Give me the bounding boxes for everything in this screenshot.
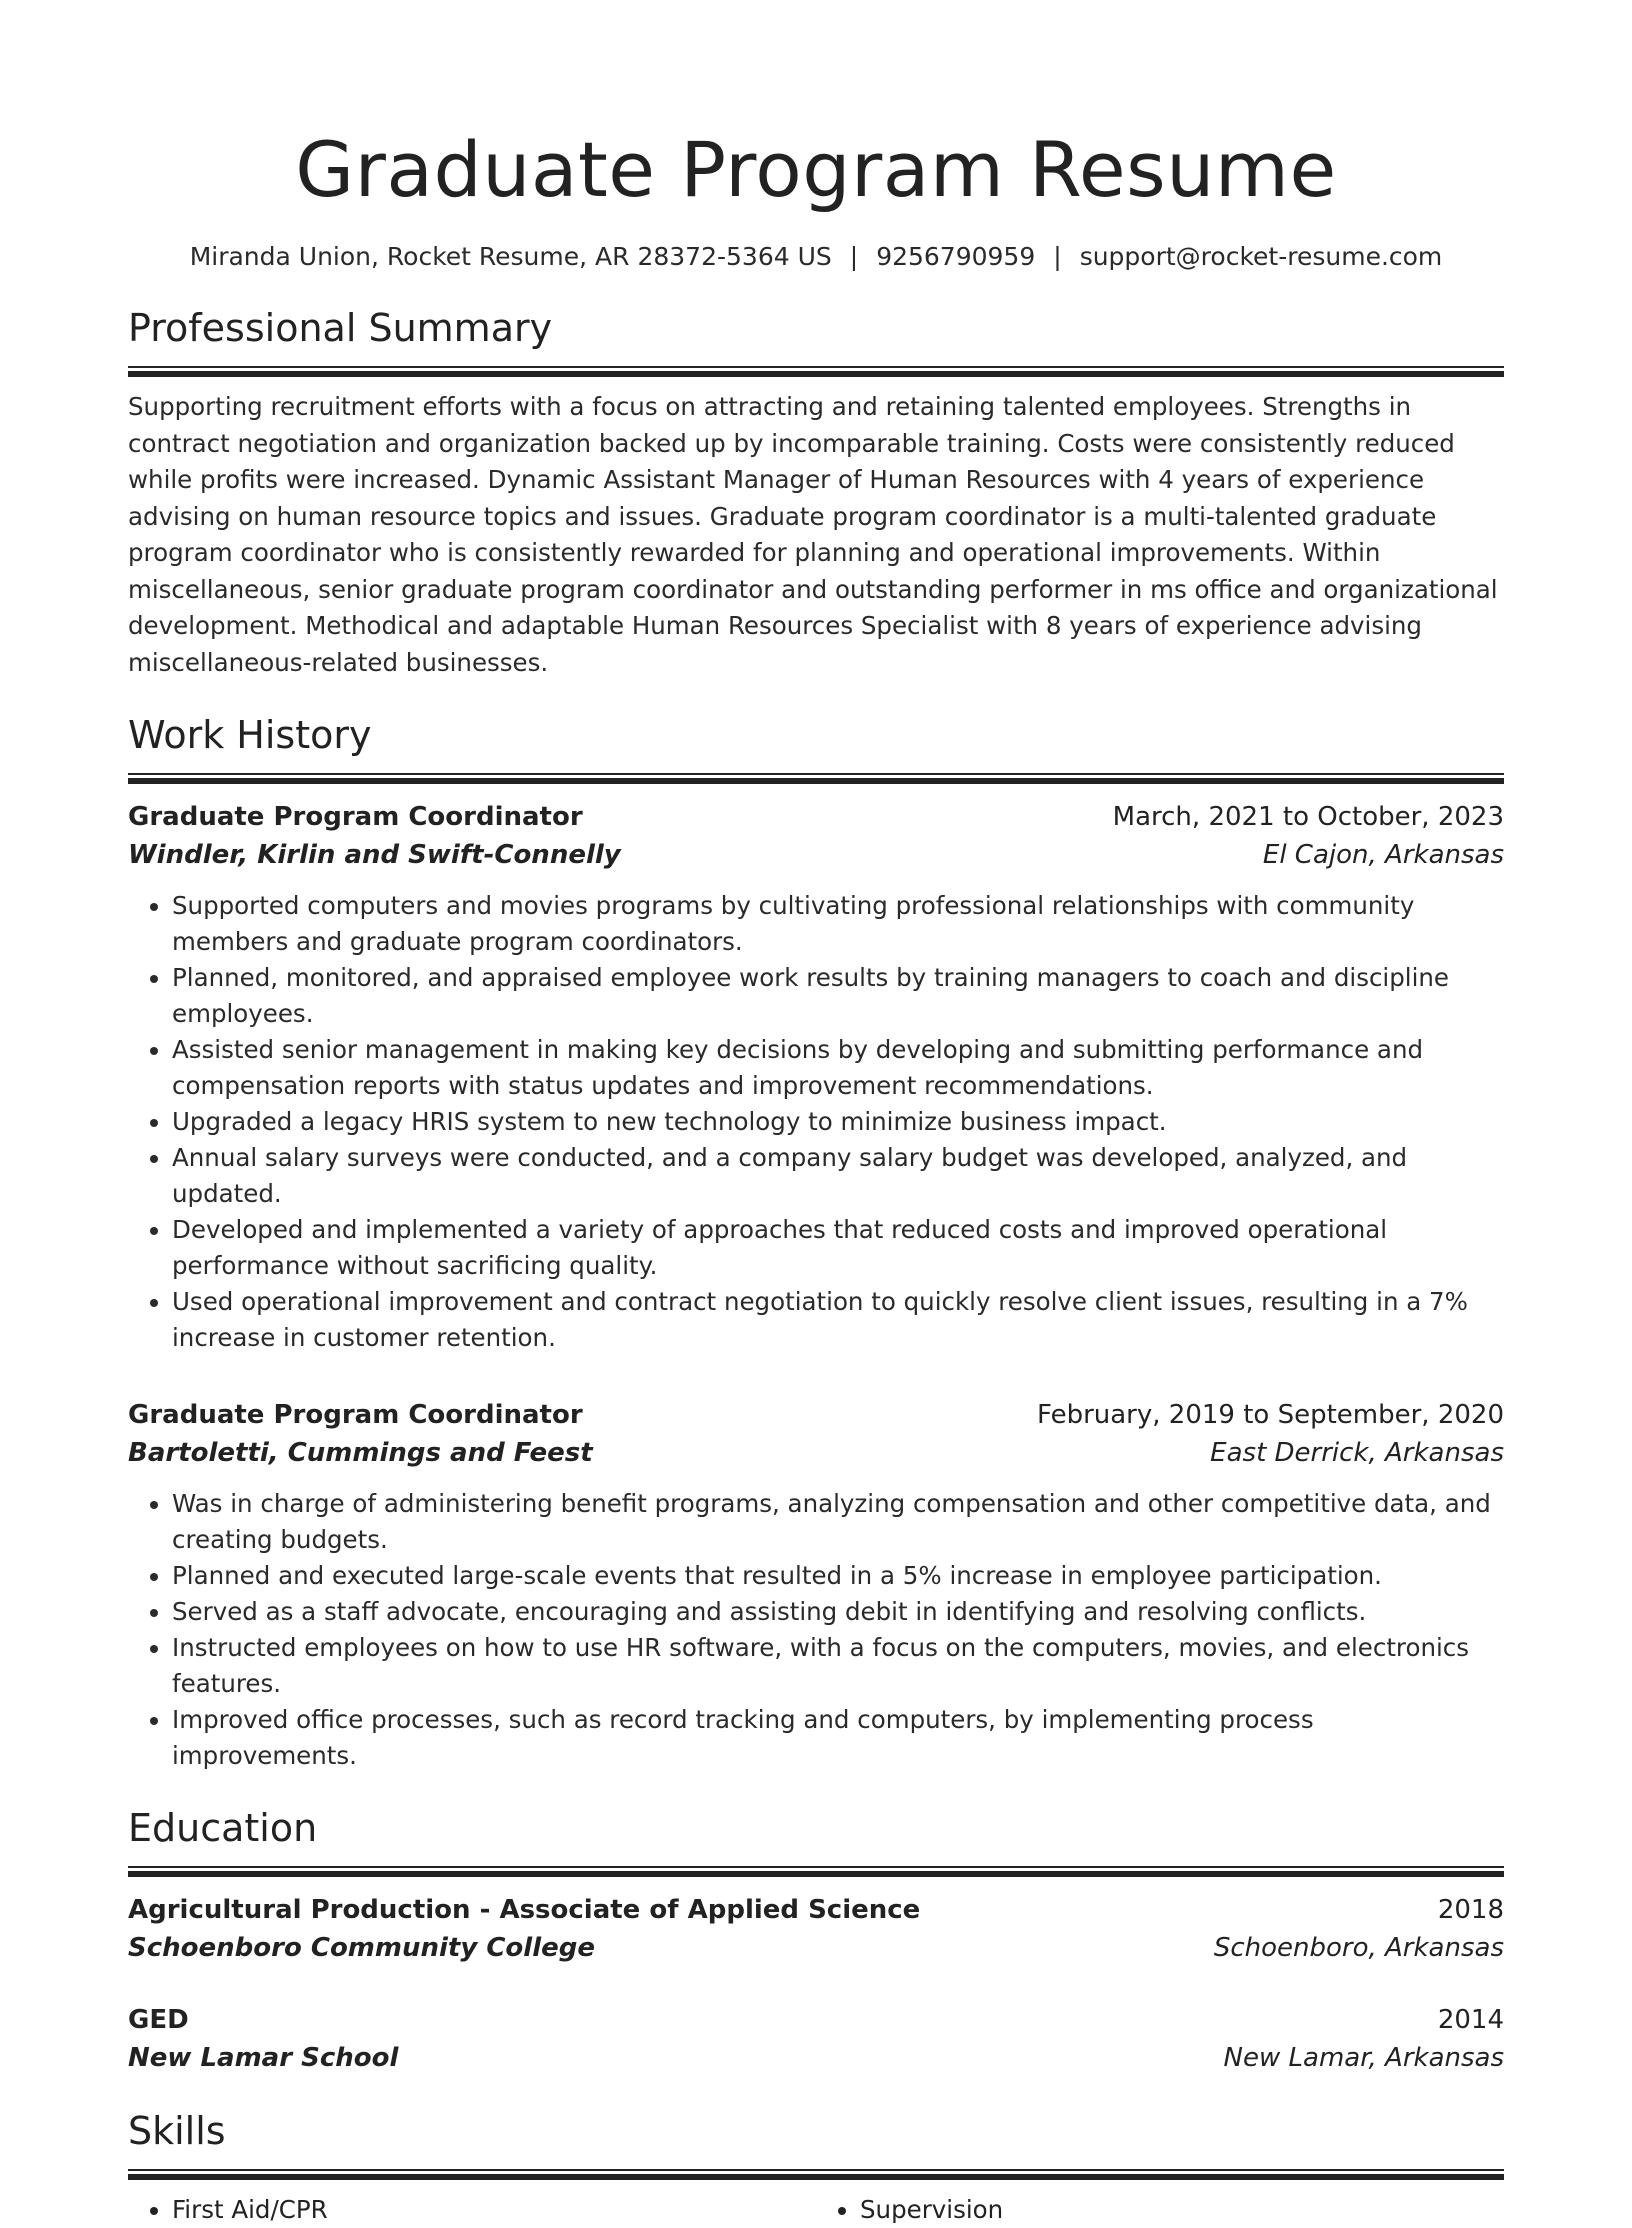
contact-email[interactable]: support@rocket-resume.com: [1079, 242, 1443, 271]
job-dates: February, 2019 to September, 2020: [1037, 1400, 1504, 1430]
job-location: El Cajon, Arkansas: [1262, 840, 1504, 870]
job-bullet: • Annual salary surveys were conducted, and a company salary budget was developed, analyzed, and updated.: [172, 1140, 1504, 1212]
education-heading: Education: [128, 1806, 318, 1850]
job-bullet: • Used operational improvement and contract negotiation to quickly resolve client issues, resulting in a 7% increase in customer retention.: [172, 1284, 1504, 1356]
job-dates: March, 2021 to October, 2023: [1112, 802, 1504, 832]
education-subheader: [128, 2039, 1504, 2077]
job-entry: [128, 798, 1504, 1356]
section-divider: [128, 2169, 1504, 2180]
skills-column-left: [128, 2192, 816, 2228]
education-header: [128, 2001, 1504, 2039]
job-bullet: • Instructed employees on how to use HR software, with a focus on the computers, movies, and electronics features.: [172, 1630, 1504, 1702]
skill-item: • First Aid/CPR: [172, 2192, 816, 2228]
education-degree: GED: [128, 2005, 189, 2035]
education-header: [128, 1891, 1504, 1929]
section-divider: [128, 1866, 1504, 1877]
education-year: 2014: [1437, 2005, 1504, 2035]
contact-phone: 9256790959: [876, 242, 1036, 271]
education-year: 2018: [1437, 1895, 1504, 1925]
education-subheader: [128, 1929, 1504, 1967]
job-bullet: • Upgraded a legacy HRIS system to new technology to minimize business impact.: [172, 1104, 1504, 1140]
job-bullet: • Improved office processes, such as record tracking and computers, by implementing process improvements.: [172, 1702, 1504, 1774]
work-history-heading: Work History: [128, 713, 372, 757]
education-entry: [128, 1891, 1504, 1967]
skills-heading: Skills: [128, 2109, 226, 2153]
job-title: Graduate Program Coordinator: [128, 1400, 583, 1430]
contact-address: Miranda Union, Rocket Resume, AR 28372-5364 US: [189, 242, 832, 271]
education-entry: [128, 2001, 1504, 2077]
job-company: Windler, Kirlin and Swift-Connelly: [128, 840, 621, 870]
education-degree: Agricultural Production - Associate of Applied Science: [128, 1895, 921, 1925]
job-bullet: • Supported computers and movies programs by cultivating professional relationships with community members and graduate program coordinators.: [172, 888, 1504, 960]
job-subheader: [128, 836, 1504, 874]
job-bullet: • Was in charge of administering benefit programs, analyzing compensation and other competitive data, and creating budgets.: [172, 1486, 1504, 1558]
job-title: Graduate Program Coordinator: [128, 802, 583, 832]
resume-title: Graduate Program Resume: [295, 125, 1337, 214]
job-header: [128, 798, 1504, 836]
job-bullet: • Developed and implemented a variety of approaches that reduced costs and improved operational performance without sacrificing quality.: [172, 1212, 1504, 1284]
job-bullet: • Planned, monitored, and appraised employee work results by training managers to coach and discipline employees.: [172, 960, 1504, 1032]
summary-heading: Professional Summary: [128, 306, 553, 350]
job-subheader: [128, 1434, 1504, 1472]
job-bullet: • Served as a staff advocate, encouraging and assisting debit in identifying and resolving conflicts.: [172, 1594, 1504, 1630]
job-bullets: [128, 1486, 1504, 1774]
section-divider: [128, 366, 1504, 377]
contact-line: [128, 240, 1504, 274]
section-divider: [128, 773, 1504, 784]
education-school: New Lamar School: [128, 2043, 399, 2073]
education-location: New Lamar, Arkansas: [1223, 2043, 1504, 2073]
job-header: [128, 1396, 1504, 1434]
job-bullet: • Assisted senior management in making key decisions by developing and submitting performance and compensation reports with status updates and improvement recommendations.: [172, 1032, 1504, 1104]
summary-text: Supporting recruitment efforts with a focus on attracting and retaining talented employees. Strengths in contract negotiation and organization backed up by incomparable training. Costs were consistently reduced while profits were increased. Dynamic Assistant Manager of Human Resources with 4 years of experience advising on human resource topics and issues. Graduate program coordinator is a multi-talented graduate program coordinator who is consistently rewarded for planning and operational improvements. Within miscellaneous, senior graduate program coordinator and outstanding performer in ms office and organizational development. Methodical and adaptable Human Resources Specialist with 8 years of experience advising miscellaneous-related businesses.: [128, 392, 1498, 677]
job-bullet: • Planned and executed large-scale events that resulted in a 5% increase in employee participation.: [172, 1558, 1504, 1594]
education-school: Schoenboro Community College: [128, 1933, 595, 1963]
skill-item: • Supervision: [860, 2192, 1504, 2228]
contact-separator: |: [1053, 242, 1062, 271]
job-entry: [128, 1396, 1504, 1774]
skills-list: [128, 2192, 1504, 2228]
job-company: Bartoletti, Cummings and Feest: [128, 1438, 593, 1468]
job-bullets: [128, 888, 1504, 1356]
education-location: Schoenboro, Arkansas: [1213, 1933, 1504, 1963]
contact-separator: |: [849, 242, 859, 271]
skills-column-right: [816, 2192, 1504, 2228]
job-location: East Derrick, Arkansas: [1210, 1438, 1504, 1468]
